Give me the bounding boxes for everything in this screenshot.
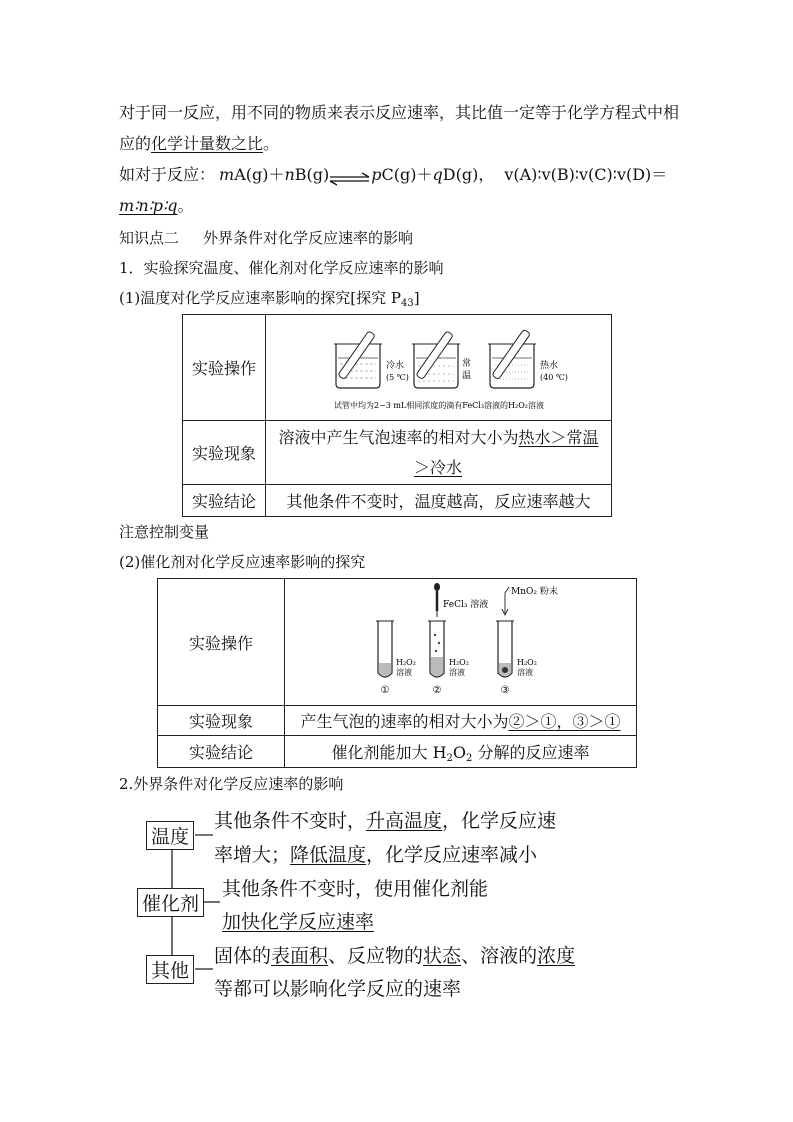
t2-concl-pre: 催化剂能加大 H xyxy=(331,742,447,762)
fecl3-label: FeCl₃ 溶液 xyxy=(442,600,488,610)
dropper-icon xyxy=(434,583,440,617)
t2-op-figure xyxy=(285,579,637,706)
catalyst-answer: 加快化学反应速率 xyxy=(222,911,375,933)
para1-line2-post: 。 xyxy=(263,134,280,153)
hot-label: 热水 xyxy=(539,360,558,371)
test-tube-2-icon xyxy=(428,621,446,677)
catalyst-experiment-table xyxy=(157,578,637,768)
tube3-number: ③ xyxy=(500,685,509,696)
temperature-line-2 xyxy=(214,840,537,867)
t2-concl-mid: O xyxy=(452,742,467,762)
t1-conclusion: 其他条件不变时，温度越高，反应速率越大 xyxy=(266,485,612,517)
species-d: D(g)， xyxy=(442,165,495,184)
other-l1-mid2: 、溶液的 xyxy=(461,945,538,967)
ratio-answer: m∶n∶p∶q xyxy=(119,196,178,215)
para1-line2 xyxy=(119,132,279,156)
temp-l2-answer: 降低温度 xyxy=(290,844,367,866)
node-other: 其他 xyxy=(146,955,194,984)
t2-phen-answer: ②＞①，③＞① xyxy=(508,712,621,731)
test-tubes-figure xyxy=(291,579,631,701)
beaker-cold-icon xyxy=(334,330,382,387)
node-catalyst: 催化剂 xyxy=(137,888,204,917)
section-subtitle: 外界条件对化学反应速率的影响 xyxy=(203,229,414,247)
other-l1-mid1: 、反应物的 xyxy=(328,945,424,967)
example-equation xyxy=(119,163,667,187)
temp-l1-answer: 升高温度 xyxy=(366,810,443,832)
t1-phen-label: 实验现象 xyxy=(183,421,266,485)
sub1-text: (1)温度对化学反应速率影响的探究[探究 P xyxy=(119,289,401,307)
ratio-line xyxy=(119,194,193,218)
cold-label: 冷水 xyxy=(385,360,404,371)
tube1-label-1: H₂O₂ xyxy=(395,658,416,667)
note-control-variables: 注意控制变量 xyxy=(119,523,210,541)
room-label-2: 温 xyxy=(461,370,471,381)
sub1-close: ] xyxy=(413,289,420,307)
tube2-number: ② xyxy=(432,685,441,696)
coef-p: p xyxy=(371,165,382,184)
stoich-ratio-answer: 化学计量数之比 xyxy=(151,134,264,153)
t1-phen-answer-1: 热水＞常温 xyxy=(518,427,599,447)
rate-expression: v(A)∶v(B)∶v(C)∶v(D)＝ xyxy=(504,165,668,184)
t1-concl-label: 实验结论 xyxy=(183,485,266,517)
temp-l2-pre: 率增大； xyxy=(214,844,291,866)
hot-temp: (40 ℃) xyxy=(539,372,568,382)
t2-phen-pre: 产生气泡的速率的相对大小为 xyxy=(300,712,509,731)
species-a: A(g)＋ xyxy=(234,165,285,184)
t1-phen-pre: 溶液中产生气泡速率的相对大小为 xyxy=(278,427,519,447)
coef-m: m xyxy=(219,165,235,184)
t1-phen-answer-2: ＞冷水 xyxy=(414,457,463,477)
temp-l2-post: ，化学反应速率减小 xyxy=(366,844,538,866)
t2-phen-label: 实验现象 xyxy=(158,706,285,736)
cold-temp: (5 ℃) xyxy=(385,372,409,382)
coef-q: q xyxy=(432,165,443,184)
other-line-1 xyxy=(214,941,575,968)
other-answer-state: 状态 xyxy=(423,945,462,967)
node-temperature: 温度 xyxy=(146,821,194,850)
t1-phenomenon xyxy=(266,421,612,485)
section-title: 知识点二 xyxy=(119,229,180,247)
t2-concl-sub1: 2 xyxy=(446,752,453,764)
temp-l1-pre: 其他条件不变时， xyxy=(214,810,367,832)
subheading-temperature xyxy=(119,286,420,316)
sub1-subscript: 43 xyxy=(400,298,414,309)
temperature-experiment-table xyxy=(182,314,612,517)
t2-op-label: 实验操作 xyxy=(158,579,285,706)
ratio-end: 。 xyxy=(177,196,194,215)
temp-l1-post: ，化学反应速 xyxy=(442,810,557,832)
t2-conclusion xyxy=(285,736,637,768)
other-l1-pre: 固体的 xyxy=(214,945,272,967)
other-answer-surface: 表面积 xyxy=(271,945,329,967)
other-line-2: 等都可以影响化学反应的速率 xyxy=(214,978,462,1000)
species-c: C(g)＋ xyxy=(381,165,433,184)
t2-concl-post: 分解的反应速率 xyxy=(472,742,590,762)
beakers-caption: 试管中均为2~3 mL相同浓度的滴有FeCl₃溶液的H₂O₂溶液 xyxy=(333,400,544,410)
tube1-number: ① xyxy=(380,685,389,696)
species-b: B(g) xyxy=(294,165,330,184)
para1-line1: 对于同一反应，用不同的物质来表示反应速率，其比值一定等于化学方程式中相 xyxy=(119,103,680,122)
room-label-1: 常 xyxy=(461,358,471,369)
heading-1: 1．实验探究温度、催化剂对化学反应速率的影响 xyxy=(119,259,444,277)
test-tube-3-icon xyxy=(496,621,514,677)
test-tube-1-icon xyxy=(376,621,394,677)
catalyst-line-1: 其他条件不变时，使用催化剂能 xyxy=(222,878,489,900)
beakers-figure xyxy=(274,316,604,416)
mno2-label: MnO₂ 粉末 xyxy=(510,587,558,597)
catalyst-line-2 xyxy=(222,907,374,934)
tube2-label-1: H₂O₂ xyxy=(448,658,469,667)
equilibrium-arrow-icon xyxy=(329,169,371,183)
beaker-hot-icon xyxy=(488,329,536,388)
heading-2: 2.外界条件对化学反应速率的影响 xyxy=(119,775,344,793)
t2-concl-label: 实验结论 xyxy=(158,736,285,768)
tube3-label-1: H₂O₂ xyxy=(516,658,537,667)
t1-op-label: 实验操作 xyxy=(183,315,266,421)
tube3-label-2: 溶液 xyxy=(516,668,533,677)
subheading-catalyst: (2)催化剂对化学反应速率影响的探究 xyxy=(119,553,366,571)
tube2-label-2: 溶液 xyxy=(448,668,465,677)
temperature-line-1 xyxy=(214,806,556,833)
coef-n: n xyxy=(284,165,295,184)
example-prefix: 如对于反应： xyxy=(119,165,216,184)
para1-line2-pre: 应的 xyxy=(119,134,152,153)
beaker-room-icon xyxy=(412,330,460,387)
section-heading xyxy=(119,226,413,250)
tube1-label-2: 溶液 xyxy=(395,668,412,677)
other-answer-concentration: 浓度 xyxy=(537,945,576,967)
t2-phenomenon xyxy=(285,706,637,736)
t2-concl-sub2: 2 xyxy=(466,752,473,764)
t1-op-figure xyxy=(266,315,612,421)
